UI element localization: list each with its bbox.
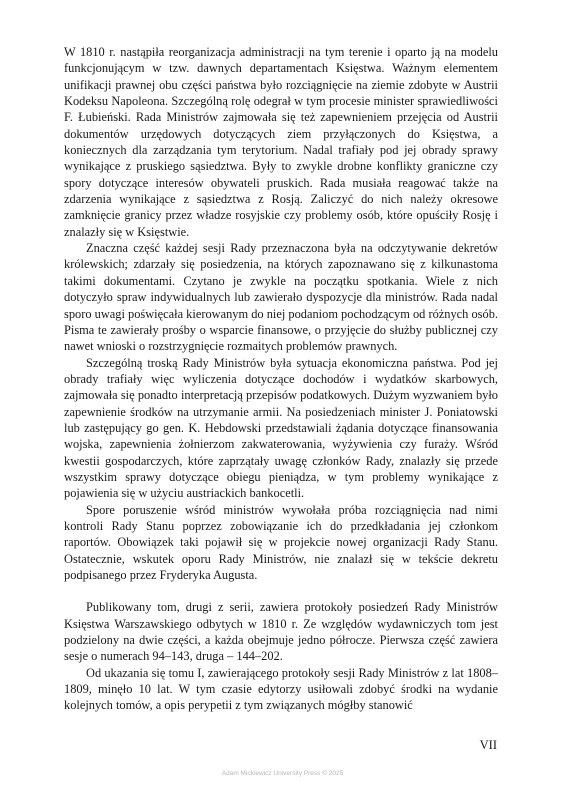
paragraph-volume-history: Od ukazania się tomu I, zawierającego protokoły sesji Rady Ministrów z lat 1808–1809, minęło 10 lat. W tym czasie edytorzy usiłowali zdobyć środki na wydanie kolejnych tomów, a opis perypetii z tym związanych mógłby stanowić — [64, 665, 498, 713]
paragraph-sessions: Znaczna część każdej sesji Rady przeznaczona była na odczytywanie dekretów królewskich; zdarzały się posiedzenia, na których zapoznawano się z kilkunastoma takimi dokumentami. Czytano je zwykle na początku spotkania. Wiele z nich dotyczyło spraw indywidualnych lub zawierało dyspozycje dla ministrów. Rada nadal sporo uwagi poświęcała kierowanym do niej podaniom pochodzącym od różnych osób. Pisma te zawierały prośby o wsparcie finansowe, o przyjęcie do służby publicznej czy nawet wnioski o rozstrzygnięcie rozmaitych problemów prawnych. — [64, 241, 498, 354]
page-number: VII — [479, 738, 497, 752]
paragraph-council-of-state: Spore poruszenie wśród ministrów wywołała próba rozciągnięcia nad nimi kontroli Rady Stanu poprzez zobowiązanie ich do przedkładania jej członkom raportów. Obowiązek taki pojawił się w projekcie nowej organizacji Rady Stanu. Ostatecznie, wskutek oporu Rady Ministrów, nie znalazł się w tekście dekretu podpisanego przez Fryderyka Augusta. — [64, 502, 498, 582]
paragraph-volume-description: Publikowany tom, drugi z serii, zawiera protokoły posiedzeń Rady Ministrów Księstwa Warszawskiego odbytych w 1810 r. Ze względów wydawniczych tom jest podzielony na dwie części, a każda obejmuje jedno półrocze. Pierwsza część zawiera sesje o numerach 94–143, druga – 144–202. — [64, 600, 498, 664]
paragraph-economy: Szczególną troską Rady Ministrów była sytuacja ekonomiczna państwa. Pod jej obrady trafiały więc wyliczenia dotyczące dochodów i wydatków skarbowych, zajmowała się ponadto interpretacją przepisów podatkowych. Dużym wyzwaniem było zapewnienie środków na utrzymanie armii. Na posiedzeniach minister J. Poniatowski lub zastępujący go gen. K. Hebdowski przedstawiali żądania dotyczące finansowania wojska, zapewnienia żołnierzom zakwaterowania, wyżywienia czy furaży. Wśród kwestii gospodarczych, które zaprzątały uwagę członków Rady, znalazły się przede wszystkim sprawy dotyczące obiegu pieniądza, w tym problemy wynikające z pojawienia się w użyciu austriackich bankocetli. — [64, 355, 498, 501]
paragraph-reorganization: W 1810 r. nastąpiła reorganizacja administracji na tym terenie i oparto ją na modelu funkcjonującym w tzw. dawnych departamentach Księstwa. Ważnym elementem unifikacji prawnej obu części państwa było rozciągnięcie na ziemie zdobyte w Austrii Kodeksu Napoleona. Szczególną rolę odegrał w tym procesie minister sprawiedliwości F. Łubieński. Rada Ministrów zajmowała się też zapewnieniem przejęcia od Austrii dokumentów urzędowych dotyczących ziem przyłączonych do Księstwa, a koniecznych dla zarządzania tym terytorium. Nadal trafiały pod jej obrady sprawy wynikające z pruskiego sąsiedztwa. Były to zwykle drobne konflikty graniczne czy spory dotyczące interesów obywateli pruskich. Rada musiała reagować także na zdarzenia wynikające z sąsiedztwa z Rosją. Zaliczyć do nich należy okresowe zamknięcie granicy przez władze rosyjskie czy problemy osób, które opuściły Rosję i znalazły się w Księstwie. — [64, 45, 498, 239]
publisher-footer: Adam Mickiewicz University Press © 2025 — [221, 770, 344, 777]
body-text — [64, 44, 498, 714]
